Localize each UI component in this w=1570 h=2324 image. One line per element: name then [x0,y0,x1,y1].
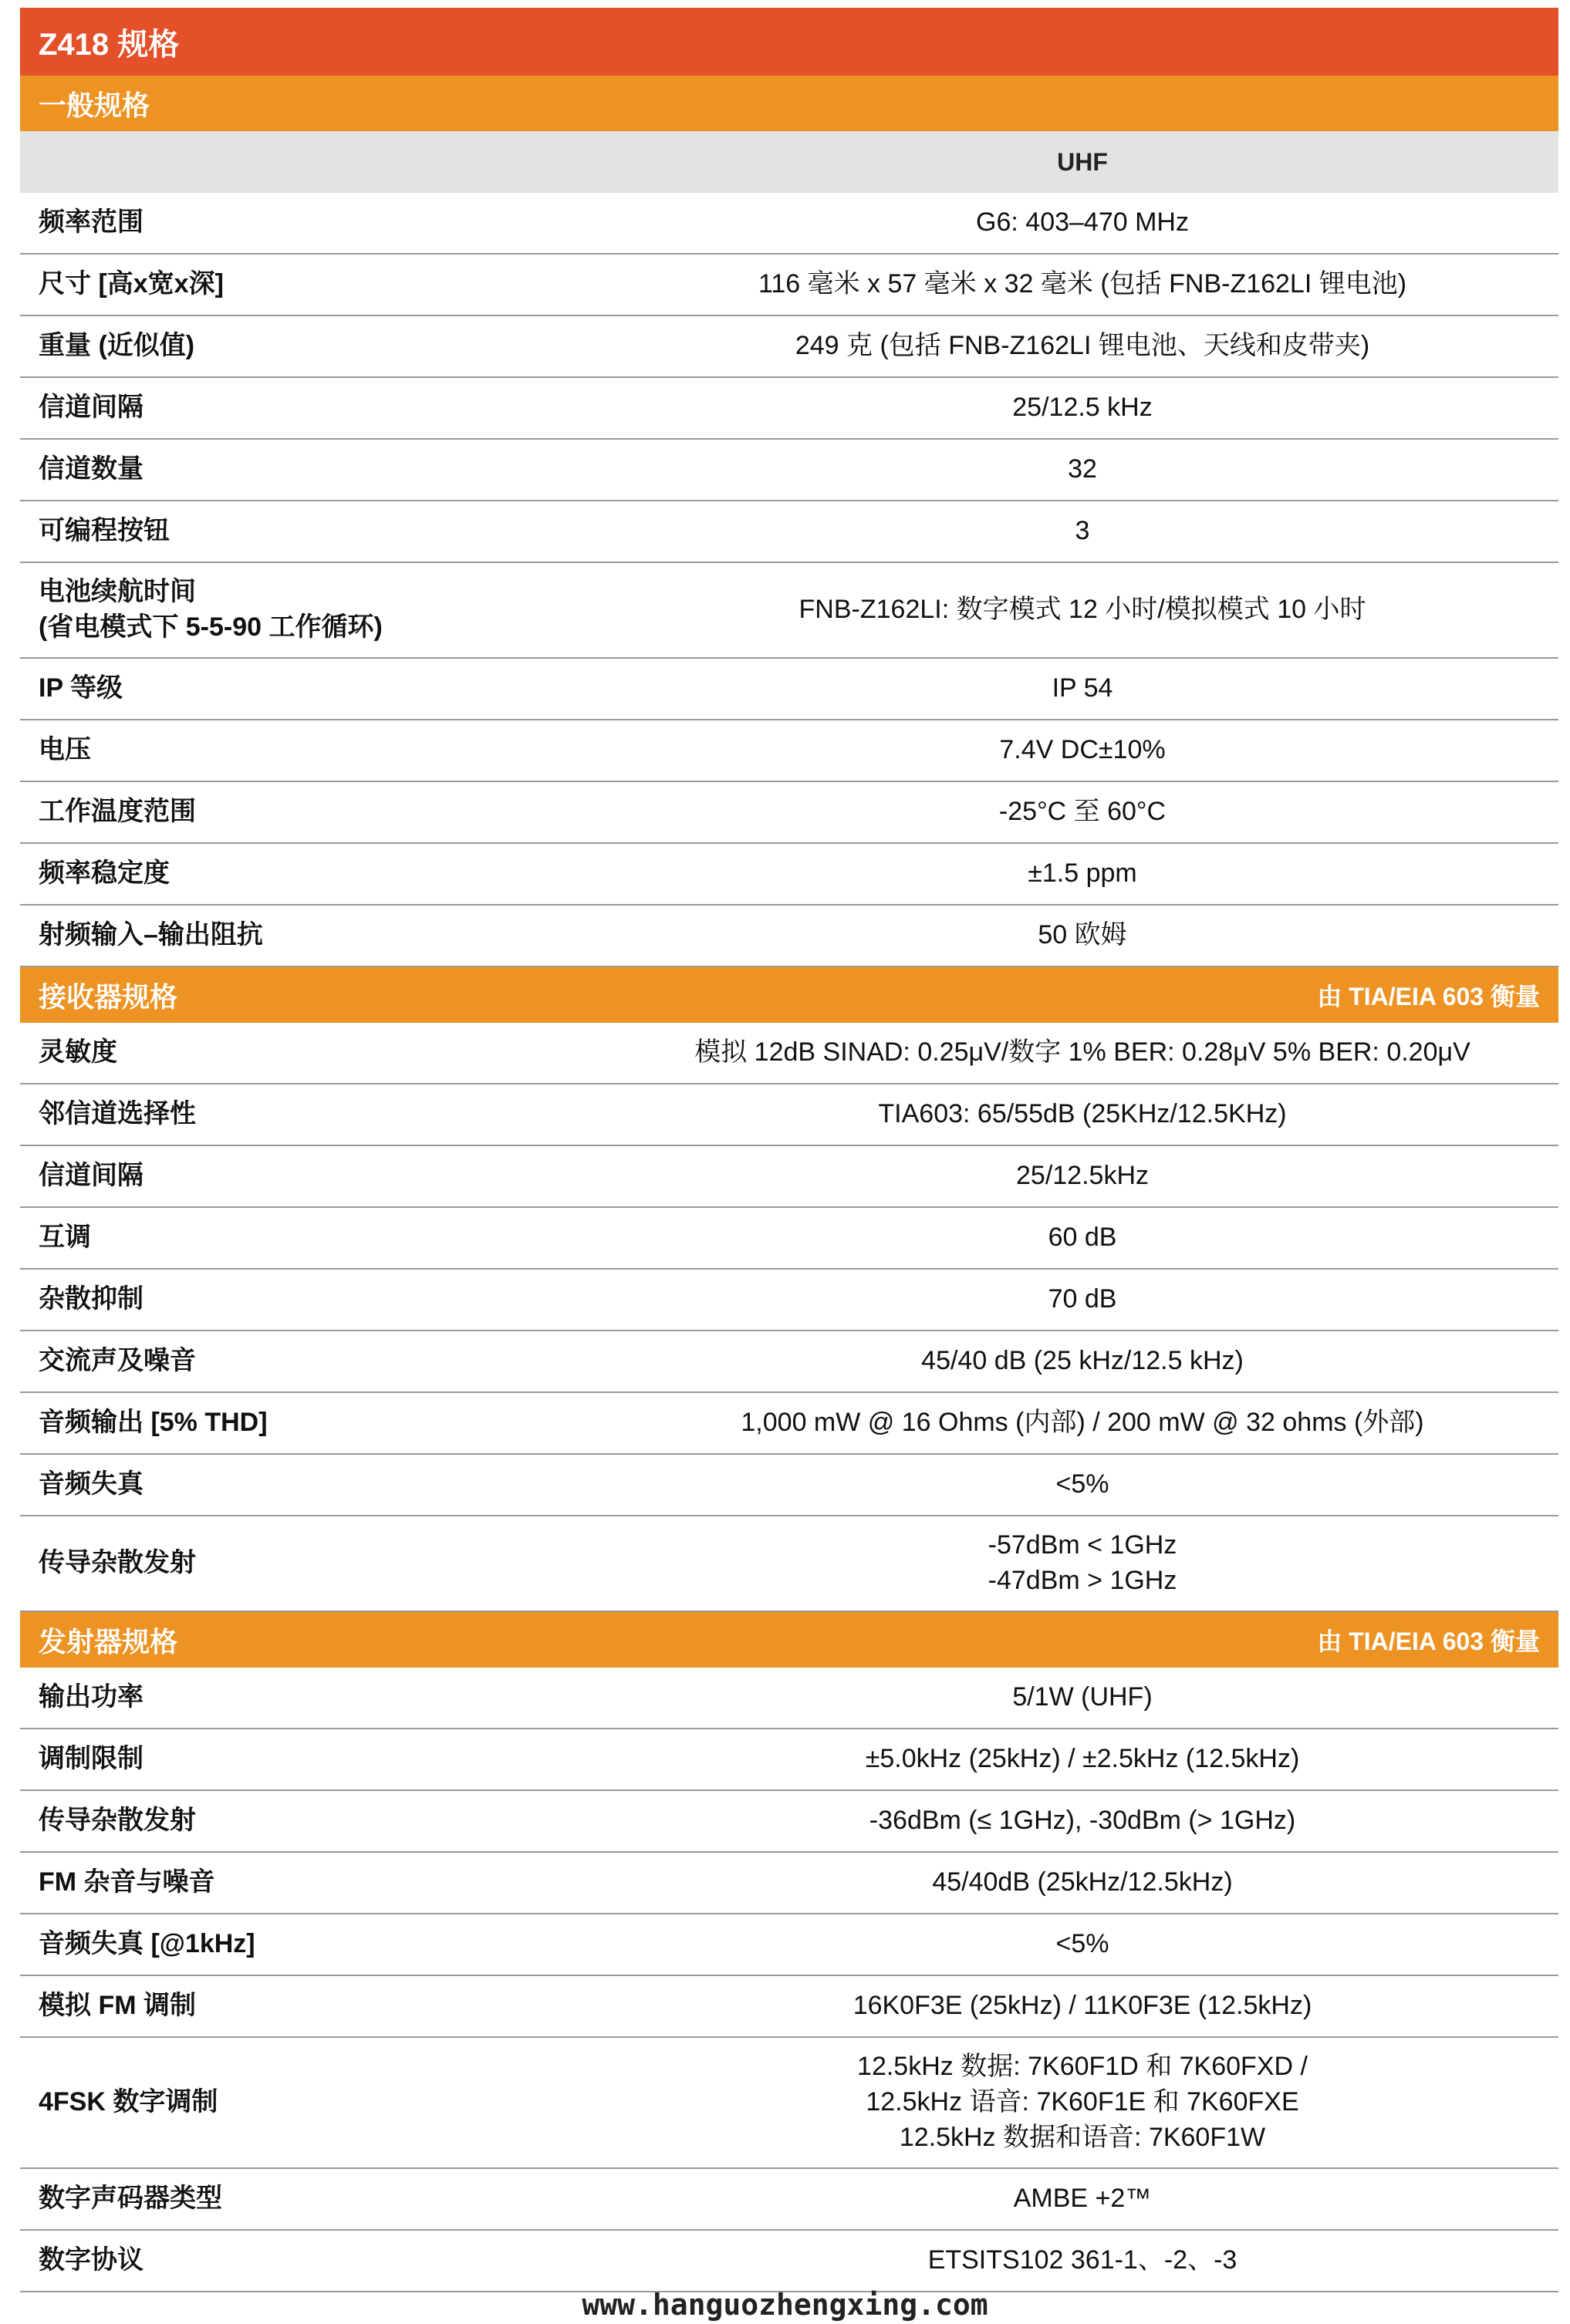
spec-value: 70 dB [1048,1284,1117,1314]
spec-value: 60 dB [1048,1223,1117,1253]
spec-label: FM 杂音与噪音 [39,1867,215,1897]
spec-value: ETSITS102 361-1、-2、-3 [927,2245,1237,2275]
spec-label: 频率范围 [39,207,143,238]
spec-value: 32 [1068,454,1097,484]
spec-label: 互调 [39,1223,91,1253]
spec-label: 数字协议 [39,2245,143,2275]
spec-value: 模拟 12dB SINAD: 0.25μV/数字 1% BER: 0.28μV 5% BER: 0.20μV [694,1037,1470,1068]
table-row [20,1146,1558,1208]
table-row [20,1023,1558,1084]
section-note: 由 TIA/EIA 603 衡量 [1317,1627,1540,1655]
spec-value: -57dBm < 1GHz -47dBm > 1GHz [988,1530,1177,1595]
spec-label: 信道数量 [39,454,143,484]
spec-value: 1,000 mW @ 16 Ohms (内部) / 200 mW @ 32 ohms (外部) [741,1408,1424,1438]
table-row [20,1853,1558,1914]
table-row [20,1516,1558,1612]
table-row [20,1791,1558,1853]
table-row [20,1331,1558,1393]
spec-value: 25/12.5 kHz [1012,393,1153,423]
spec-value: 50 欧姆 [1038,920,1127,950]
spec-value: ±5.0kHz (25kHz) / ±2.5kHz (12.5kHz) [865,1744,1300,1774]
table-row [20,1668,1558,1729]
spec-label: 工作温度范围 [39,797,196,827]
spec-value: -36dBm (≤ 1GHz), -30dBm (> 1GHz) [869,1806,1296,1836]
spec-label: 模拟 FM 调制 [39,1991,196,2021]
spec-value: G6: 403–470 MHz [976,207,1189,238]
spec-value: 45/40dB (25kHz/12.5kHz) [932,1867,1233,1897]
spec-value: 12.5kHz 数据: 7K60F1D 和 7K60FXD / 12.5kHz 语音: 7K60F1E 和 7K60FXE 12.5kHz 数据和语音: 7K60F1W [857,2052,1308,2152]
section-header-transmitter [20,1612,1558,1668]
table-row [20,2038,1558,2169]
spec-label: 射频输入–输出阻抗 [39,920,263,950]
table-row [20,1914,1558,1976]
table-row [20,501,1558,563]
table-row [20,2169,1558,2231]
table-row [20,255,1558,316]
spec-label: 音频失真 [@1kHz] [39,1929,255,1959]
spec-value: 5/1W (UHF) [1012,1682,1153,1712]
table-row [20,844,1558,906]
table-row [20,1270,1558,1331]
spec-label: 邻信道选择性 [39,1099,196,1129]
spec-label: 电压 [39,735,91,765]
table-row [20,1455,1558,1516]
spec-value: <5% [1055,1469,1109,1499]
spec-label: 交流声及噪音 [39,1346,196,1376]
spec-value: 7.4V DC±10% [999,735,1166,765]
spec-label: 音频输出 [5% THD] [39,1408,268,1438]
table-row [20,316,1558,378]
spec-label: 输出功率 [39,1682,143,1712]
spec-value: 3 [1075,516,1090,546]
section-note: 由 TIA/EIA 603 衡量 [1317,983,1540,1010]
spec-value: 116 毫米 x 57 毫米 x 32 毫米 (包括 FNB-Z162LI 锂电池) [758,269,1407,299]
page-title: Z418 规格 [20,8,1558,76]
table-row [20,1208,1558,1270]
section-title: 接收器规格 [39,980,178,1013]
spec-value: 25/12.5kHz [1016,1161,1149,1191]
table-row [20,563,1558,659]
spec-label: 杂散抑制 [39,1284,143,1314]
receiver-spec-table [20,1023,1558,1612]
table-row [20,2231,1558,2292]
general-spec-table [20,193,1558,967]
spec-label: 尺寸 [高x宽x深] [39,269,224,299]
spec-label: IP 等级 [39,673,123,703]
spec-label: 可编程按钮 [39,516,170,546]
table-row [20,1976,1558,2038]
spec-value: IP 54 [1052,673,1113,703]
footer-url: www.hanguozhengxing.com [582,2288,988,2322]
spec-value: 16K0F3E (25kHz) / 11K0F3E (12.5kHz) [853,1991,1312,2021]
spec-label: 频率稳定度 [39,858,170,889]
spec-value: FNB-Z162LI: 数字模式 12 小时/模拟模式 10 小时 [799,595,1366,625]
table-row [20,782,1558,844]
transmitter-spec-table [20,1668,1558,2292]
table-row [20,1729,1558,1791]
section-header-general [20,76,1558,131]
column-header-uhf: UHF [1057,147,1108,176]
spec-label: 4FSK 数字调制 [39,2087,218,2117]
section-title: 发射器规格 [39,1625,178,1658]
spec-value: 249 克 (包括 FNB-Z162LI 锂电池、天线和皮带夹) [795,331,1370,361]
spec-label: 重量 (近似值) [39,331,195,361]
column-header [20,131,1558,193]
section-title: 一般规格 [39,89,150,121]
spec-value: <5% [1055,1929,1109,1959]
table-row [20,193,1558,255]
table-row [20,1393,1558,1455]
table-row [20,1084,1558,1146]
spec-value: AMBE +2™ [1013,2184,1152,2214]
table-row [20,720,1558,782]
spec-label: 传导杂散发射 [39,1806,196,1836]
spec-label: 信道间隔 [39,1161,143,1191]
table-row [20,659,1558,720]
spec-label: 数字声码器类型 [39,2184,222,2214]
spec-label: 信道间隔 [39,393,143,423]
spec-label: 电池续航时间 (省电模式下 5-5-90 工作循环) [39,577,383,642]
spec-value: TIA603: 65/55dB (25KHz/12.5KHz) [878,1099,1287,1129]
spec-label: 灵敏度 [39,1037,117,1068]
spec-label: 传导杂散发射 [39,1548,196,1578]
table-row [20,906,1558,967]
spec-value: ±1.5 ppm [1028,858,1137,889]
section-header-receiver [20,967,1558,1023]
table-row [20,440,1558,501]
table-row [20,378,1558,440]
spec-sheet [20,8,1558,2292]
spec-label: 调制限制 [39,1744,143,1774]
spec-value: 45/40 dB (25 kHz/12.5 kHz) [921,1346,1244,1376]
spec-label: 音频失真 [39,1469,143,1499]
spec-value: -25°C 至 60°C [998,797,1167,827]
